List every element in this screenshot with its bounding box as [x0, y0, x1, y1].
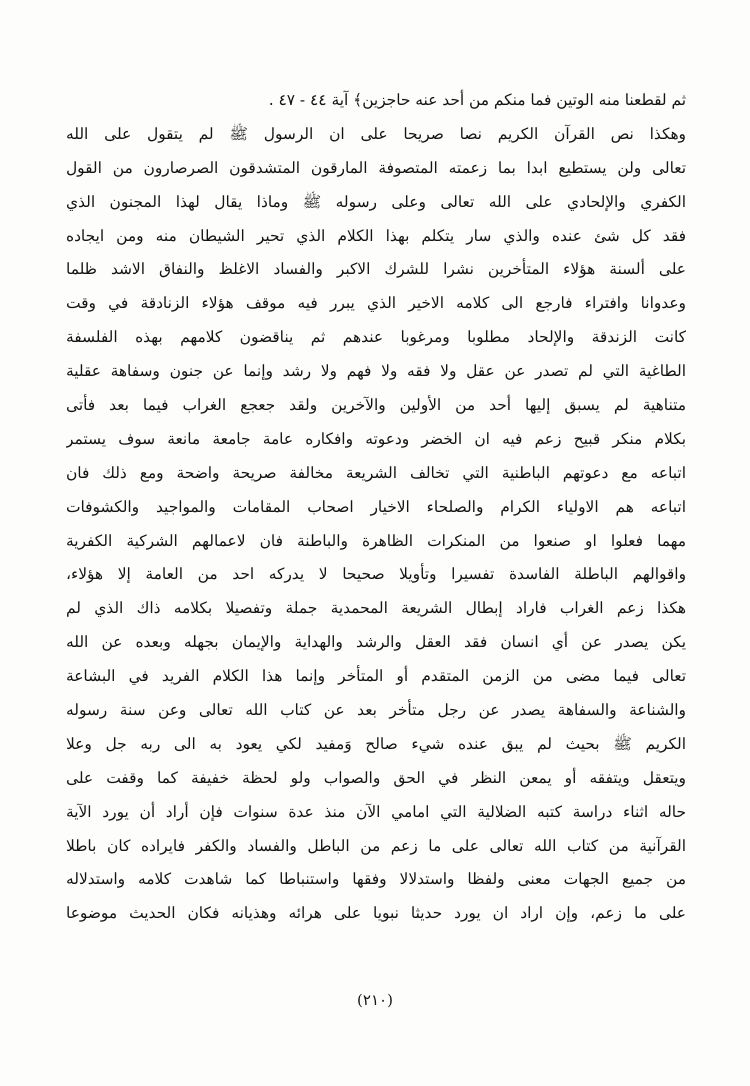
text-line-7: وعدوانا وافتراء فارجع الى كلامه الاخير الذي يبرر فيه موقف هؤلاء الزنادقة في وقت [66, 294, 686, 313]
text-line-11: بكلام منكر قبيح زعم فيه ان الخضر ودعوته وافكاره عامة جامعة مانعة سوف يستمر [66, 429, 686, 448]
text-line-5: فقد كل شئ عنده والذي سار يتكلم بهذا الكلام الذي تحير الشيطان منه ومن ايجاده [66, 226, 686, 245]
text-line-16: هكذا زعم الغراب فاراد إبطال الشريعة المحمدية جملة وتفصيلا بكلامه ذاك الذي لم [66, 599, 686, 618]
text-line-12: اتباعه مع دعوتهم الباطنية التي تخالف الشريعة مخالفة صريحة واضحة ومع ذلك فان [66, 463, 686, 482]
text-line-9: الطاغية التي لم تصدر عن عقل ولا فقه ولا فهم ولا رشد وإنما عن جنون وسفاهة عقلية [66, 362, 686, 381]
text-line-17: يكن يصدر عن أي انسان فقد العقل والرشد والهداية والإيمان بجهله وبعده عن الله [66, 633, 686, 652]
text-line-23: القرآنية من كتاب الله تعالى على ما زعم من الباطل والفساد والكفر فايراده كان باطلا [66, 836, 686, 855]
text-line-2: وهكذا نص القرآن الكريم نصا صريحا على ان الرسول ﷺ لم يتقول على الله [66, 124, 686, 143]
text-line-4: الكفري والإلحادي على الله تعالى وعلى رسوله ﷺ وماذا يقال لهذا المجنون الذي [66, 192, 686, 211]
text-line-13: اتباعه هم الاولياء الكرام والصلحاء الاخيار اصحاب المقامات والمواجيد والكشوفات [66, 497, 686, 516]
text-line-19: والشناعة والسفاهة يصدر عن رجل متأخر بعد عن كتاب الله تعالى وعن سنة رسوله [66, 701, 686, 720]
text-line-18: تعالى فيما مضى من الزمن المتقدم أو المتأخر وإنما هذا الكلام الفريد في البشاعة [66, 667, 686, 686]
text-line-20: الكريم ﷺ بحيث لم يبق عنده شيء صالح وَمفيد لكي يعود به الى ربه جل وعلا [66, 734, 686, 753]
text-line-14: مهما فعلوا او صنعوا من المنكرات الظاهرة والباطنة فان لاعمالهم الشركية الكفرية [66, 531, 686, 550]
text-line-22: حاله اثناء دراسة كتبه الضلالية التي امامي الآن منذ عدة سنوات فإن أراد أن يورد الآية [66, 802, 686, 821]
text-line-8: كانت الزندقة والإلحاد مطلوبا ومرغوبا عندهم ثم يناقضون كلامهم بهذه الفلسفة [66, 328, 686, 347]
page-number: (٢١٠) [357, 991, 393, 1009]
text-line-3: تعالى ولن يستطيع ابدا بما زعمته المتصوفة المارقون المتشدقون الصرصارون من القول [66, 158, 686, 177]
text-line-15: واقوالهم الباطلة الفاسدة تفسيرا وتأويلا صحيحا لا يدركه احد من العامة إلا هؤلاء، [66, 565, 686, 584]
text-line-21: ويتعقل ويتفقه أو يمعن النظر في الحق والصواب ولو لحظة خفيفة كما وقفت على [66, 768, 686, 787]
text-line-6: على ألسنة هؤلاء المتأخرين نشرا للشرك الاكبر والفساد الاغلظ والنفاق الاشد ظلما [66, 260, 686, 279]
body-text [66, 84, 686, 931]
text-line-1: ثم لقطعنا منه الوتين فما منكم من أحد عنه حاجزين﴾ آية ٤٤ - ٤٧ . [268, 91, 686, 109]
text-line-10: متناهية لم يسبق إليها أحد من الأولين والآخرين ولقد جعجع الغراب فيما بعد فأتى [66, 396, 686, 415]
text-line-25: على ما زعم، وإن اراد ان يورد حديثا نبويا على هرائه وهذيانه فكان الحديث موضوعا [66, 904, 686, 923]
text-line-24: من جميع الجهات معنى ولفظا واستدلالا وفقها واستنباطا كما شاهدت كلامه واستدلاله [66, 870, 686, 889]
